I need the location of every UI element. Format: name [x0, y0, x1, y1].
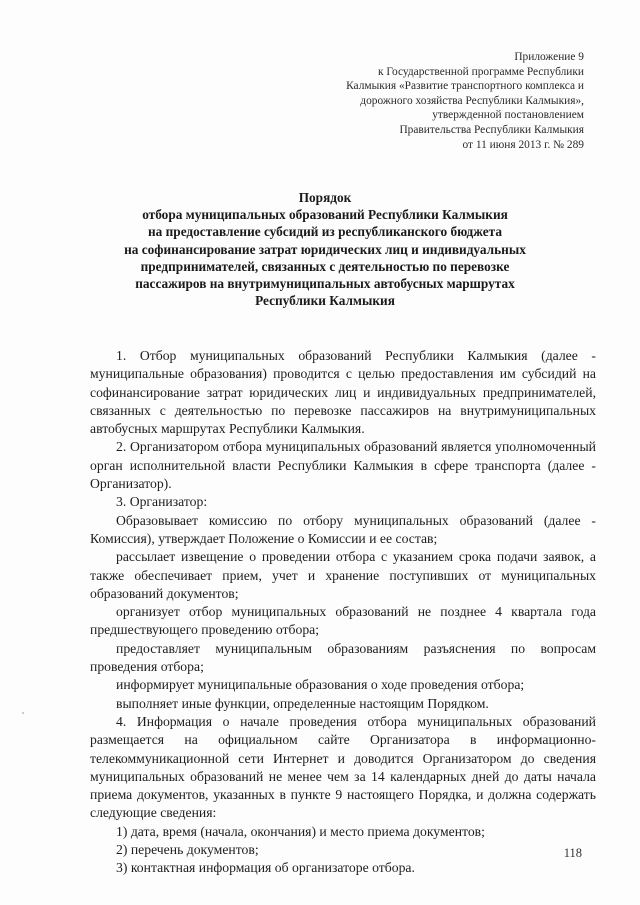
- title-line: на софинансирование затрат юридических лиц и индивидуальных: [124, 241, 526, 257]
- paragraph-4: 4. Информация о начале проведения отбора муниципальных образований размещается на официальном сайте Организатора в информационно-телекоммуникационной сети Интернет и доводится Организатором до сведения муниципальных образований не менее чем за 14 календарных дней до даты начала приема документов, указанных в пункте 9 настоящего Порядка, и должна содержать следующие сведения:: [90, 713, 596, 821]
- document-title: [90, 189, 560, 309]
- paragraph-3-item: рассылает извещение о проведении отбора с указанием срока подачи заявок, а также обеспечивает прием, учет и хранение поступивших от муниципальных образований документов;: [90, 549, 596, 601]
- paragraph-3: 3. Организатор:: [116, 494, 208, 510]
- paragraph-4-item: 2) перечень документов;: [116, 842, 259, 858]
- paragraph-2: 2. Организатором отбора муниципальных образований является уполномоченный орган исполнительной власти Республики Калмыкия в сфере транспорта (далее - Организатор).: [90, 439, 596, 492]
- paragraph-4-item: 1) дата, время (начала, окончания) и место приема документов;: [116, 823, 485, 839]
- title-line: пассажиров на внутримуниципальных автобусных маршрутах: [135, 276, 515, 292]
- appendix-line: к Государственной программе Республики: [378, 65, 584, 78]
- paragraph-3-item: предоставляет муниципальным образованиям разъяснения по вопросам проведения отбора;: [90, 640, 596, 675]
- paragraph-1: 1. Отбор муниципальных образований Республики Калмыкия (далее - муниципальные образования) проводится с целью предоставления им субсидий на софинансирование затрат юридических лиц и индивидуальных предпринимателей, связанных с деятельностью по перевозке пассажиров на внутримуниципальных автобусных маршрутах Республики Калмыкия.: [90, 348, 596, 437]
- appendix-line: Калмыкия «Развитие транспортного комплекса и: [346, 80, 584, 93]
- title-line: Республики Калмыкия: [255, 293, 395, 309]
- paragraph-3-item: организует отбор муниципальных образований не позднее 4 квартала года предшествующего проведению отбора;: [90, 604, 596, 638]
- paragraph-4-item: 3) контактная информация об организаторе отбора.: [116, 860, 415, 876]
- appendix-line: дорожного хозяйства Республики Калмыкия»,: [360, 94, 584, 107]
- appendix-line: утвержденной постановлением: [432, 109, 584, 122]
- document-body: [90, 347, 596, 878]
- appendix-line: Правительства Республики Калмыкия: [399, 123, 584, 136]
- appendix-note: [284, 50, 584, 152]
- appendix-line: от 11 июня 2013 г. № 289: [462, 138, 584, 151]
- title-line: Порядок: [298, 190, 352, 205]
- title-line: на предоставление субсидий из республиканского бюджета: [148, 224, 502, 240]
- paragraph-3-item: выполняет иные функции, определенные настоящим Порядком.: [116, 695, 489, 711]
- paragraph-3-item: Образовывает комиссию по отбору муниципальных образований (далее - Комиссия), утверждает Положение о Комиссии и ее состав;: [90, 512, 596, 546]
- paragraph-3-item: информирует муниципальные образования о ходе проведения отбора;: [116, 677, 525, 693]
- page-number: 118: [563, 846, 582, 860]
- title-line: предпринимателей, связанных с деятельностью по перевозке: [140, 258, 510, 274]
- title-line: отбора муниципальных образований Республики Калмыкия: [142, 207, 508, 223]
- scan-speck: [22, 712, 24, 714]
- appendix-line: Приложение 9: [514, 51, 584, 63]
